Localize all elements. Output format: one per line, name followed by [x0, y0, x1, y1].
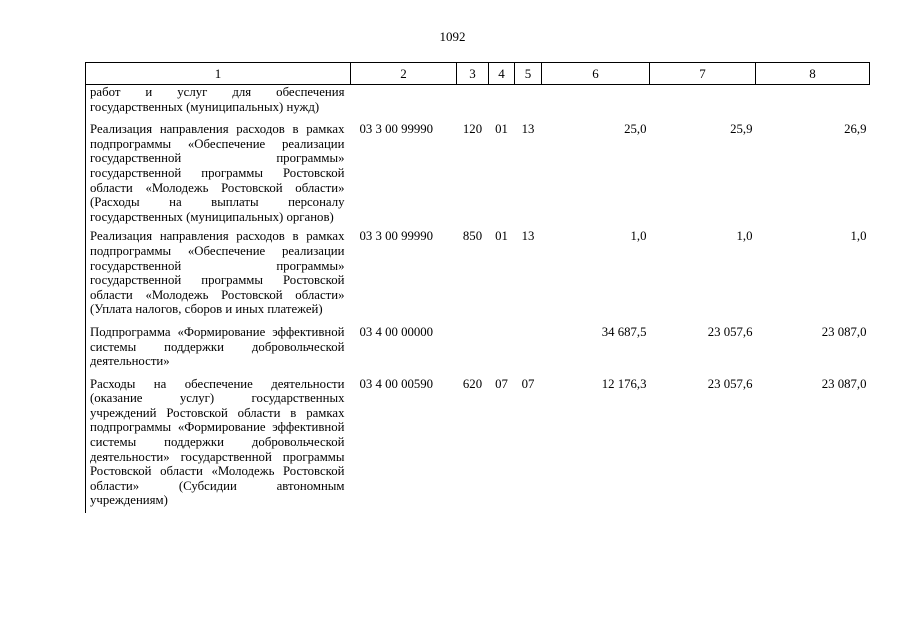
row-col3: [457, 325, 489, 377]
row-code: 03 3 00 99990: [359, 122, 434, 137]
row-value-8: 26,9: [844, 122, 867, 137]
row-code: 03 4 00 00590: [359, 376, 434, 391]
row-value-8: [756, 85, 870, 123]
row-col3: 850: [462, 229, 483, 244]
row-value-6: 1,0: [630, 229, 647, 244]
row-value-6: 12 176,3: [601, 376, 647, 391]
row-value-6: 34 687,5: [601, 324, 647, 339]
table-header: [86, 63, 870, 85]
row-col4: 07: [495, 376, 508, 391]
page-number: 1092: [439, 29, 466, 44]
row-col3: 620: [462, 376, 483, 391]
column-header-3: 3: [457, 63, 489, 85]
row-col5: [515, 325, 542, 377]
row-value-8: 23 087,0: [821, 376, 867, 391]
row-value-8: 23 087,0: [821, 324, 867, 339]
row-value-7: 1,0: [736, 229, 753, 244]
row-col3: [457, 85, 489, 123]
row-col5: 07: [521, 376, 535, 391]
row-description: Реализация направления расходов в рамках подпрограммы «Обеспечение реализации государственной программы» государственной программы Ростовской области «Молодежь Ростовской области» (Уплата налогов, сборов и иных платежей): [86, 229, 351, 325]
row-col4: 01: [495, 122, 508, 137]
column-header-1: 1: [86, 63, 351, 85]
row-col4: [489, 325, 515, 377]
row-value-6: 25,0: [624, 122, 647, 137]
column-header-2: 2: [351, 63, 457, 85]
table-row: [86, 325, 870, 377]
budget-table: [85, 62, 870, 513]
row-col4: 01: [495, 229, 508, 244]
table-row: [86, 122, 870, 229]
table-body: [86, 85, 870, 514]
row-col5: 13: [521, 122, 535, 137]
column-header-7: 7: [650, 63, 756, 85]
header-row: [86, 63, 870, 85]
row-description: Подпрограмма «Формирование эффективной системы поддержки добровольческой деятельности»: [86, 325, 351, 377]
table-row: [86, 85, 870, 123]
row-value-6: [542, 85, 650, 123]
row-description: Реализация направления расходов в рамках подпрограммы «Обеспечение реализации государственной программы» государственной программы Ростовской области «Молодежь Ростовской области» (Расходы на выплаты персоналу государственных (муниципальных) органов): [86, 122, 351, 229]
column-header-6: 6: [542, 63, 650, 85]
row-value-7: 25,9: [730, 122, 753, 137]
row-code: [351, 85, 457, 123]
row-value-7: [650, 85, 756, 123]
row-code: 03 4 00 00000: [359, 324, 434, 339]
row-description: работ и услуг для обеспечения государственных (муниципальных) нужд): [86, 85, 351, 123]
row-code: 03 3 00 99990: [359, 229, 434, 244]
table-row: [86, 377, 870, 513]
row-col3: 120: [462, 122, 483, 137]
column-header-5: 5: [515, 63, 542, 85]
column-header-8: 8: [756, 63, 870, 85]
row-col5: 13: [521, 229, 535, 244]
row-value-7: 23 057,6: [707, 324, 753, 339]
row-col5: [515, 85, 542, 123]
row-col4: [489, 85, 515, 123]
row-value-7: 23 057,6: [707, 376, 753, 391]
row-description: Расходы на обеспечение деятельности (оказание услуг) государственных учреждений Ростовской области в рамках подпрограммы «Формирование эффективной системы поддержки добровольческой деятельности» государственной программы Ростовской области «Молодежь Ростовской области» (Субсидии автономным учреждениям): [86, 377, 351, 513]
row-value-8: 1,0: [850, 229, 867, 244]
column-header-4: 4: [489, 63, 515, 85]
table-row: [86, 229, 870, 325]
